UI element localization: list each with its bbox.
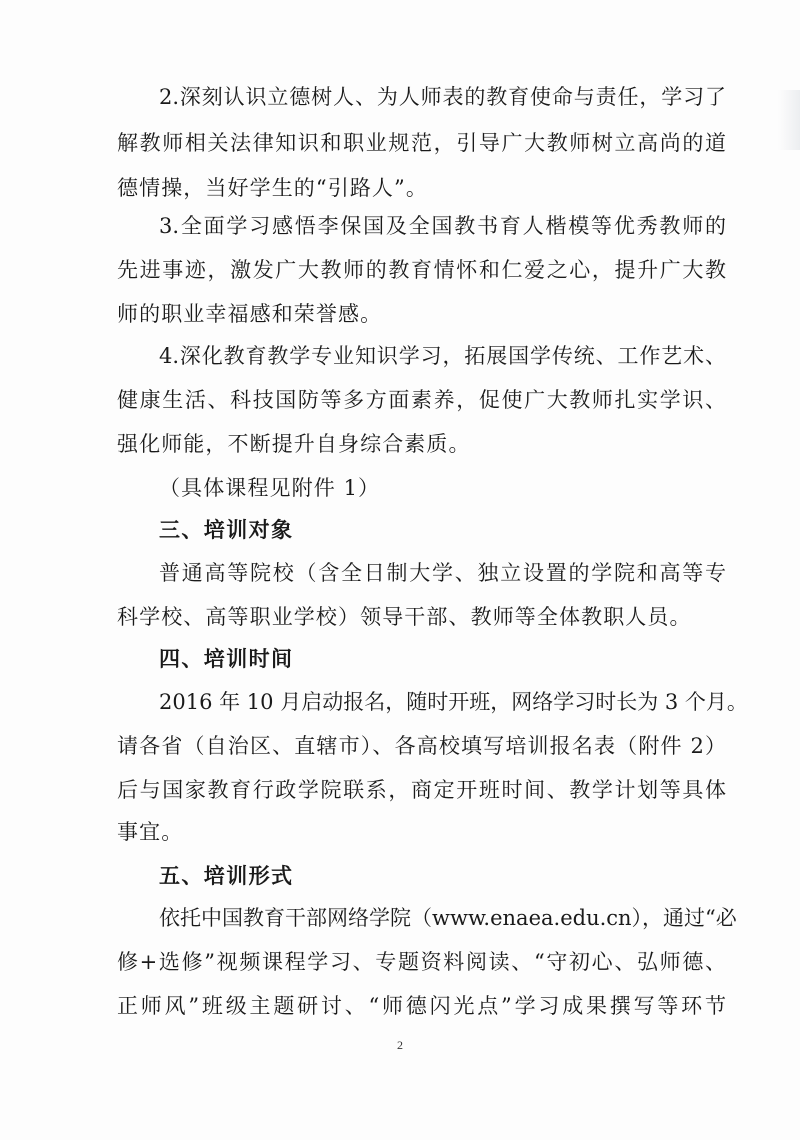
paragraph-line-8: 健康生活、科技国防等多方面素养，促使广大教师扎实学识、 <box>117 388 726 412</box>
section-heading-5: 五、培训形式 <box>159 864 294 888</box>
paragraph-line-15: 事宜。 <box>117 820 184 844</box>
paragraph-line-16: 依托中国教育干部网络学院（www.enaea.edu.cn），通过“必 <box>159 906 737 930</box>
paragraph-line-10: 普通高等院校（含全日制大学、独立设置的学院和高等专 <box>159 561 726 585</box>
paragraph-line-1: 2.深刻认识立德树人、为人师表的教育使命与责任，学习了 <box>159 85 726 109</box>
section-heading-3: 三、培训对象 <box>159 518 294 542</box>
paragraph-line-11: 科学校、高等职业学校）领导干部、教师等全体教职人员。 <box>117 605 692 629</box>
paragraph-line-13: 请各省（自治区、直辖市）、各高校填写培训报名表（附件 2） <box>117 734 726 758</box>
paragraph-line-18: 正师风”班级主题研讨、“师德闪光点”学习成果撰写等环节 <box>117 994 726 1018</box>
paragraph-line-5: 先进事迹，激发广大教师的教育情怀和仁爱之心，提升广大教 <box>117 258 726 282</box>
scan-edge-shadow <box>778 90 800 150</box>
paragraph-line-2: 解教师相关法律知识和职业规范，引导广大教师树立高尚的道 <box>117 131 726 155</box>
paragraph-line-4: 3.全面学习感悟李保国及全国教书育人楷模等优秀教师的 <box>159 214 726 238</box>
section-heading-4: 四、培训时间 <box>159 647 294 671</box>
paragraph-line-7: 4.深化教育教学专业知识学习，拓展国学传统、工作艺术、 <box>159 344 726 368</box>
paragraph-line-3: 德情操，当好学生的“引路人”。 <box>117 176 428 200</box>
paragraph-line-12: 2016 年 10 月启动报名，随时开班，网络学习时长为 3 个月。 <box>159 690 748 714</box>
paragraph-line-9: 强化师能，不断提升自身综合素质。 <box>117 432 471 456</box>
paragraph-line-6: 师的职业幸福感和荣誉感。 <box>117 302 383 326</box>
paragraph-line-14: 后与国家教育行政学院联系，商定开班时间、教学计划等具体 <box>117 778 726 802</box>
page-number: 2 <box>397 1038 403 1052</box>
attachment-note: （具体课程见附件 1） <box>159 476 381 500</box>
paragraph-line-17: 修+选修”视频课程学习、专题资料阅读、“守初心、弘师德、 <box>117 950 726 974</box>
